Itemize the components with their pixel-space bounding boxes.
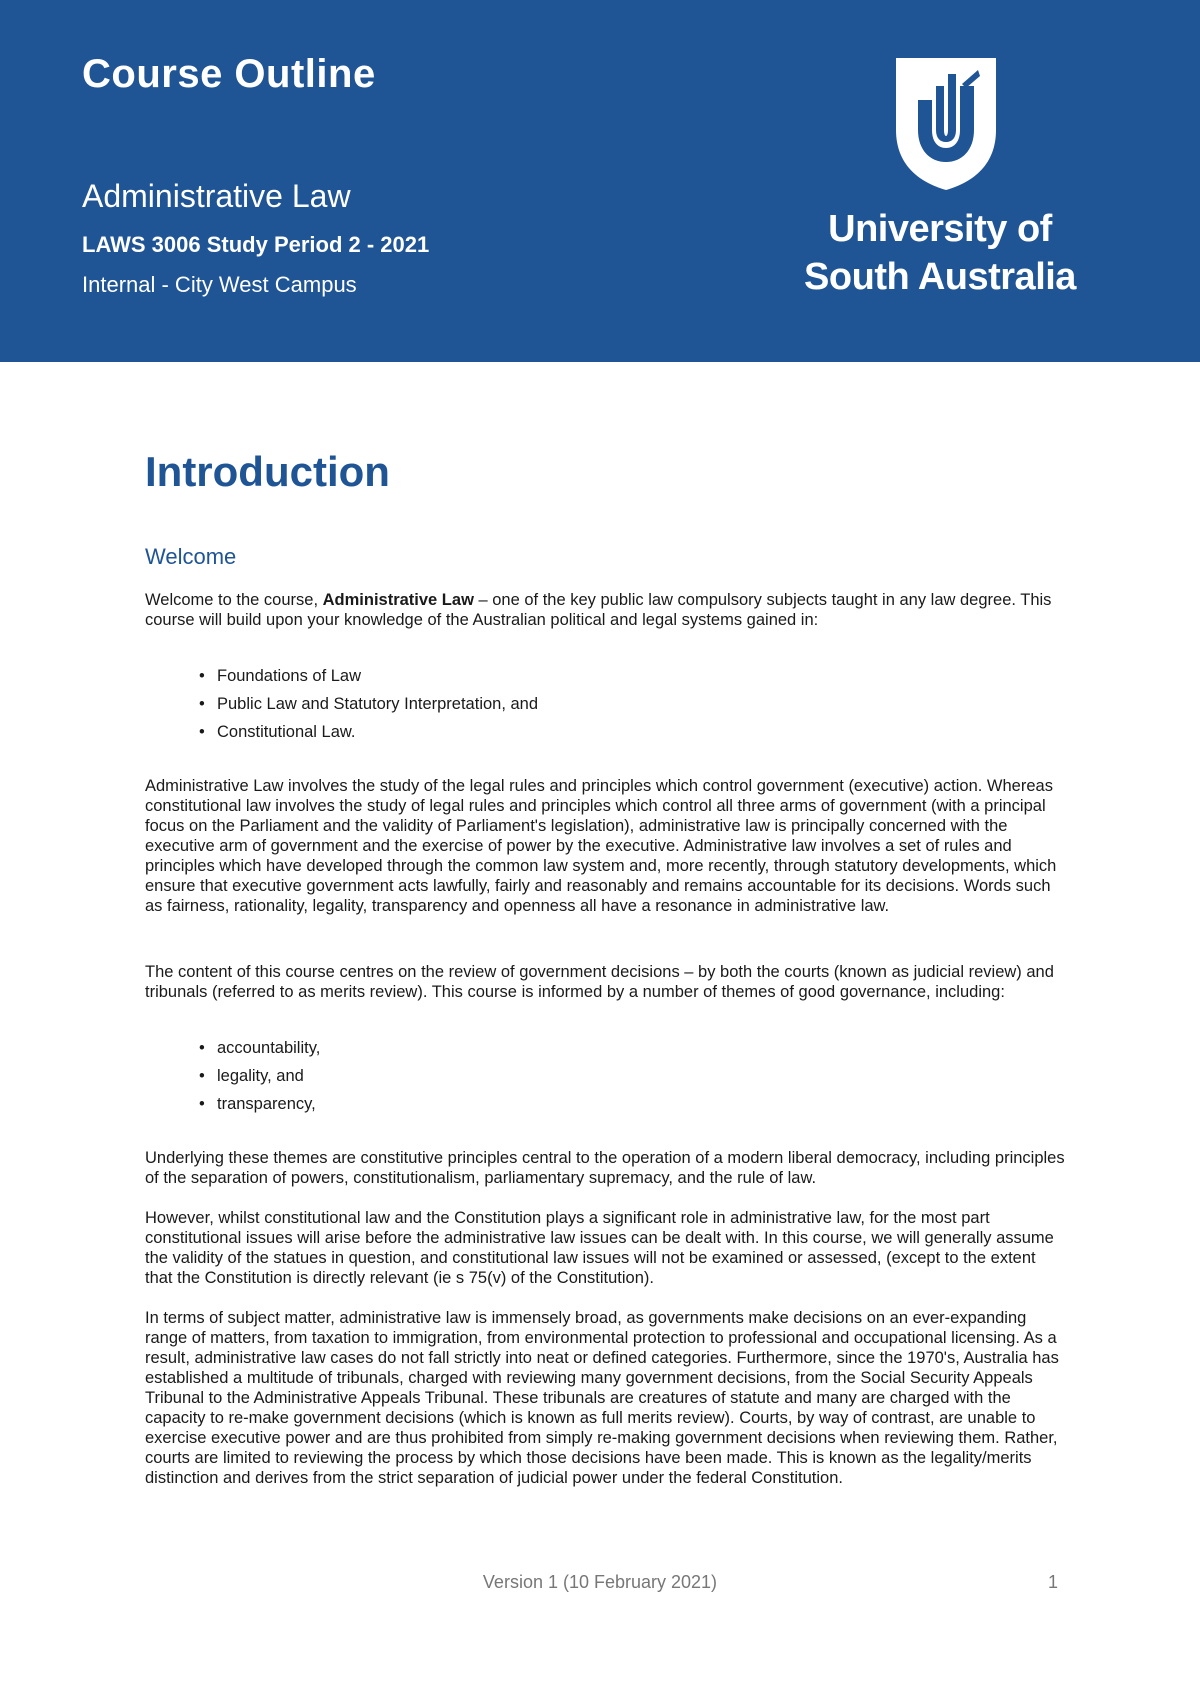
paragraph: In terms of subject matter, administrative law is immensely broad, as governments make decisions on an ever-expanding range of matters, from taxation to immigration, from environmental protection to professional and occupational licensing. As a result, administrative law cases do not fall strictly into neat or defined categories. Furthermore, since the 1970's, Australia has established a multitude of tribunals, charged with reviewing many government decisions, from the Social Security Appeals Tribunal to the Administrative Appeals Tribunal. These tribunals are creatures of statute and many are charged with the capacity to re-make government decisions (which is known as full merits review). Courts, by way of contrast, are unable to exercise executive power and are thus prohibited from simply re-making government decisions when reviewing them. Rather, courts are limited to reviewing the process by which those decisions have been made. This is known as the legality/merits distinction and derives from the strict separation of judicial power under the federal Constitution. [145, 1309, 1059, 1487]
logo-line-2: South Australia [804, 256, 1076, 298]
paragraph: The content of this course centres on the review of government decisions – by both the courts (known as judicial review) and tribunals (referred to as merits review). This course is informed by a number of themes of good governance, including: [145, 963, 1054, 1001]
version-label: Version 1 (10 February 2021) [482, 1572, 718, 1592]
campus: Internal - City West Campus [82, 272, 357, 297]
university-shield-logo-icon [896, 58, 996, 190]
list-item [199, 690, 1065, 718]
themes-list [145, 1034, 1065, 1118]
doc-type-title: Course Outline [82, 52, 376, 96]
list-item-text: Constitutional Law. [217, 723, 356, 741]
course-name: Administrative Law [82, 178, 351, 214]
section-subheading: Welcome [145, 544, 237, 569]
bullet-icon: • [199, 723, 205, 741]
bullet-icon: • [199, 695, 205, 713]
section-heading: Introduction [145, 448, 390, 495]
list-item-text: accountability, [217, 1039, 321, 1057]
paragraph: Administrative Law involves the study of the legal rules and principles which control government (executive) action. Whereas constitutional law involves the study of legal rules and principles which control all three arms of government (with a principal focus on the Parliament and the validity of Parliament's legislation), administrative law is principally concerned with the executive arm of government and the exercise of power by the executive. Administrative law involves a set of rules and principles which have developed through the common law system and, more recently, through statutory developments, which ensure that executive government acts lawfully, fairly and reasonably and remains accountable for its decisions. Words such as fairness, rationality, legality, transparency and openness all have a resonance in administrative law. [145, 777, 1057, 915]
list-item-text: Foundations of Law [217, 667, 362, 685]
list-item [199, 1034, 1065, 1062]
bullet-icon: • [199, 1067, 205, 1085]
bullet-icon: • [199, 1095, 205, 1113]
list-item-text: transparency, [217, 1095, 316, 1113]
list-item [199, 718, 1065, 746]
intro-text-start: Welcome to the course, [145, 591, 323, 609]
list-item [199, 1062, 1065, 1090]
list-item [199, 1090, 1065, 1118]
university-name-logo [790, 205, 1090, 301]
bullet-icon: • [199, 1039, 205, 1057]
paragraph: However, whilst constitutional law and the Constitution plays a significant role in administrative law, for the most part constitutional issues will arise before the administrative law issues can be dealt with. In this course, we will generally assume the validity of the statues in question, and constitutional law issues will not be examined or assessed, (except to the extent that the Constitution is directly relevant (ie s 75(v) of the Constitution). [145, 1209, 1054, 1287]
list-item-text: Public Law and Statutory Interpretation, and [217, 695, 539, 713]
page-number: 1 [1048, 1572, 1059, 1592]
paragraph: Underlying these themes are constitutive principles central to the operation of a modern liberal democracy, including principles of the separation of powers, constitutionalism, parliamentary supremacy, and the rule of law. [145, 1149, 1065, 1187]
course-code: LAWS 3006 Study Period 2 - 2021 [82, 232, 430, 257]
intro-text-end: – one of the key public law compulsory subjects taught in any law degree. This course will build upon your knowledge of the Australian political and legal systems gained in: [145, 591, 1052, 629]
list-item-text: legality, and [217, 1067, 304, 1085]
logo-line-1: University of [828, 208, 1052, 250]
header-banner [0, 0, 1200, 362]
main-content [145, 448, 1065, 1488]
list-item [199, 662, 1065, 690]
course-name-bold: Administrative Law [322, 591, 474, 609]
prerequisite-list [145, 662, 1065, 746]
bullet-icon: • [199, 667, 205, 685]
intro-paragraph [145, 590, 1065, 630]
